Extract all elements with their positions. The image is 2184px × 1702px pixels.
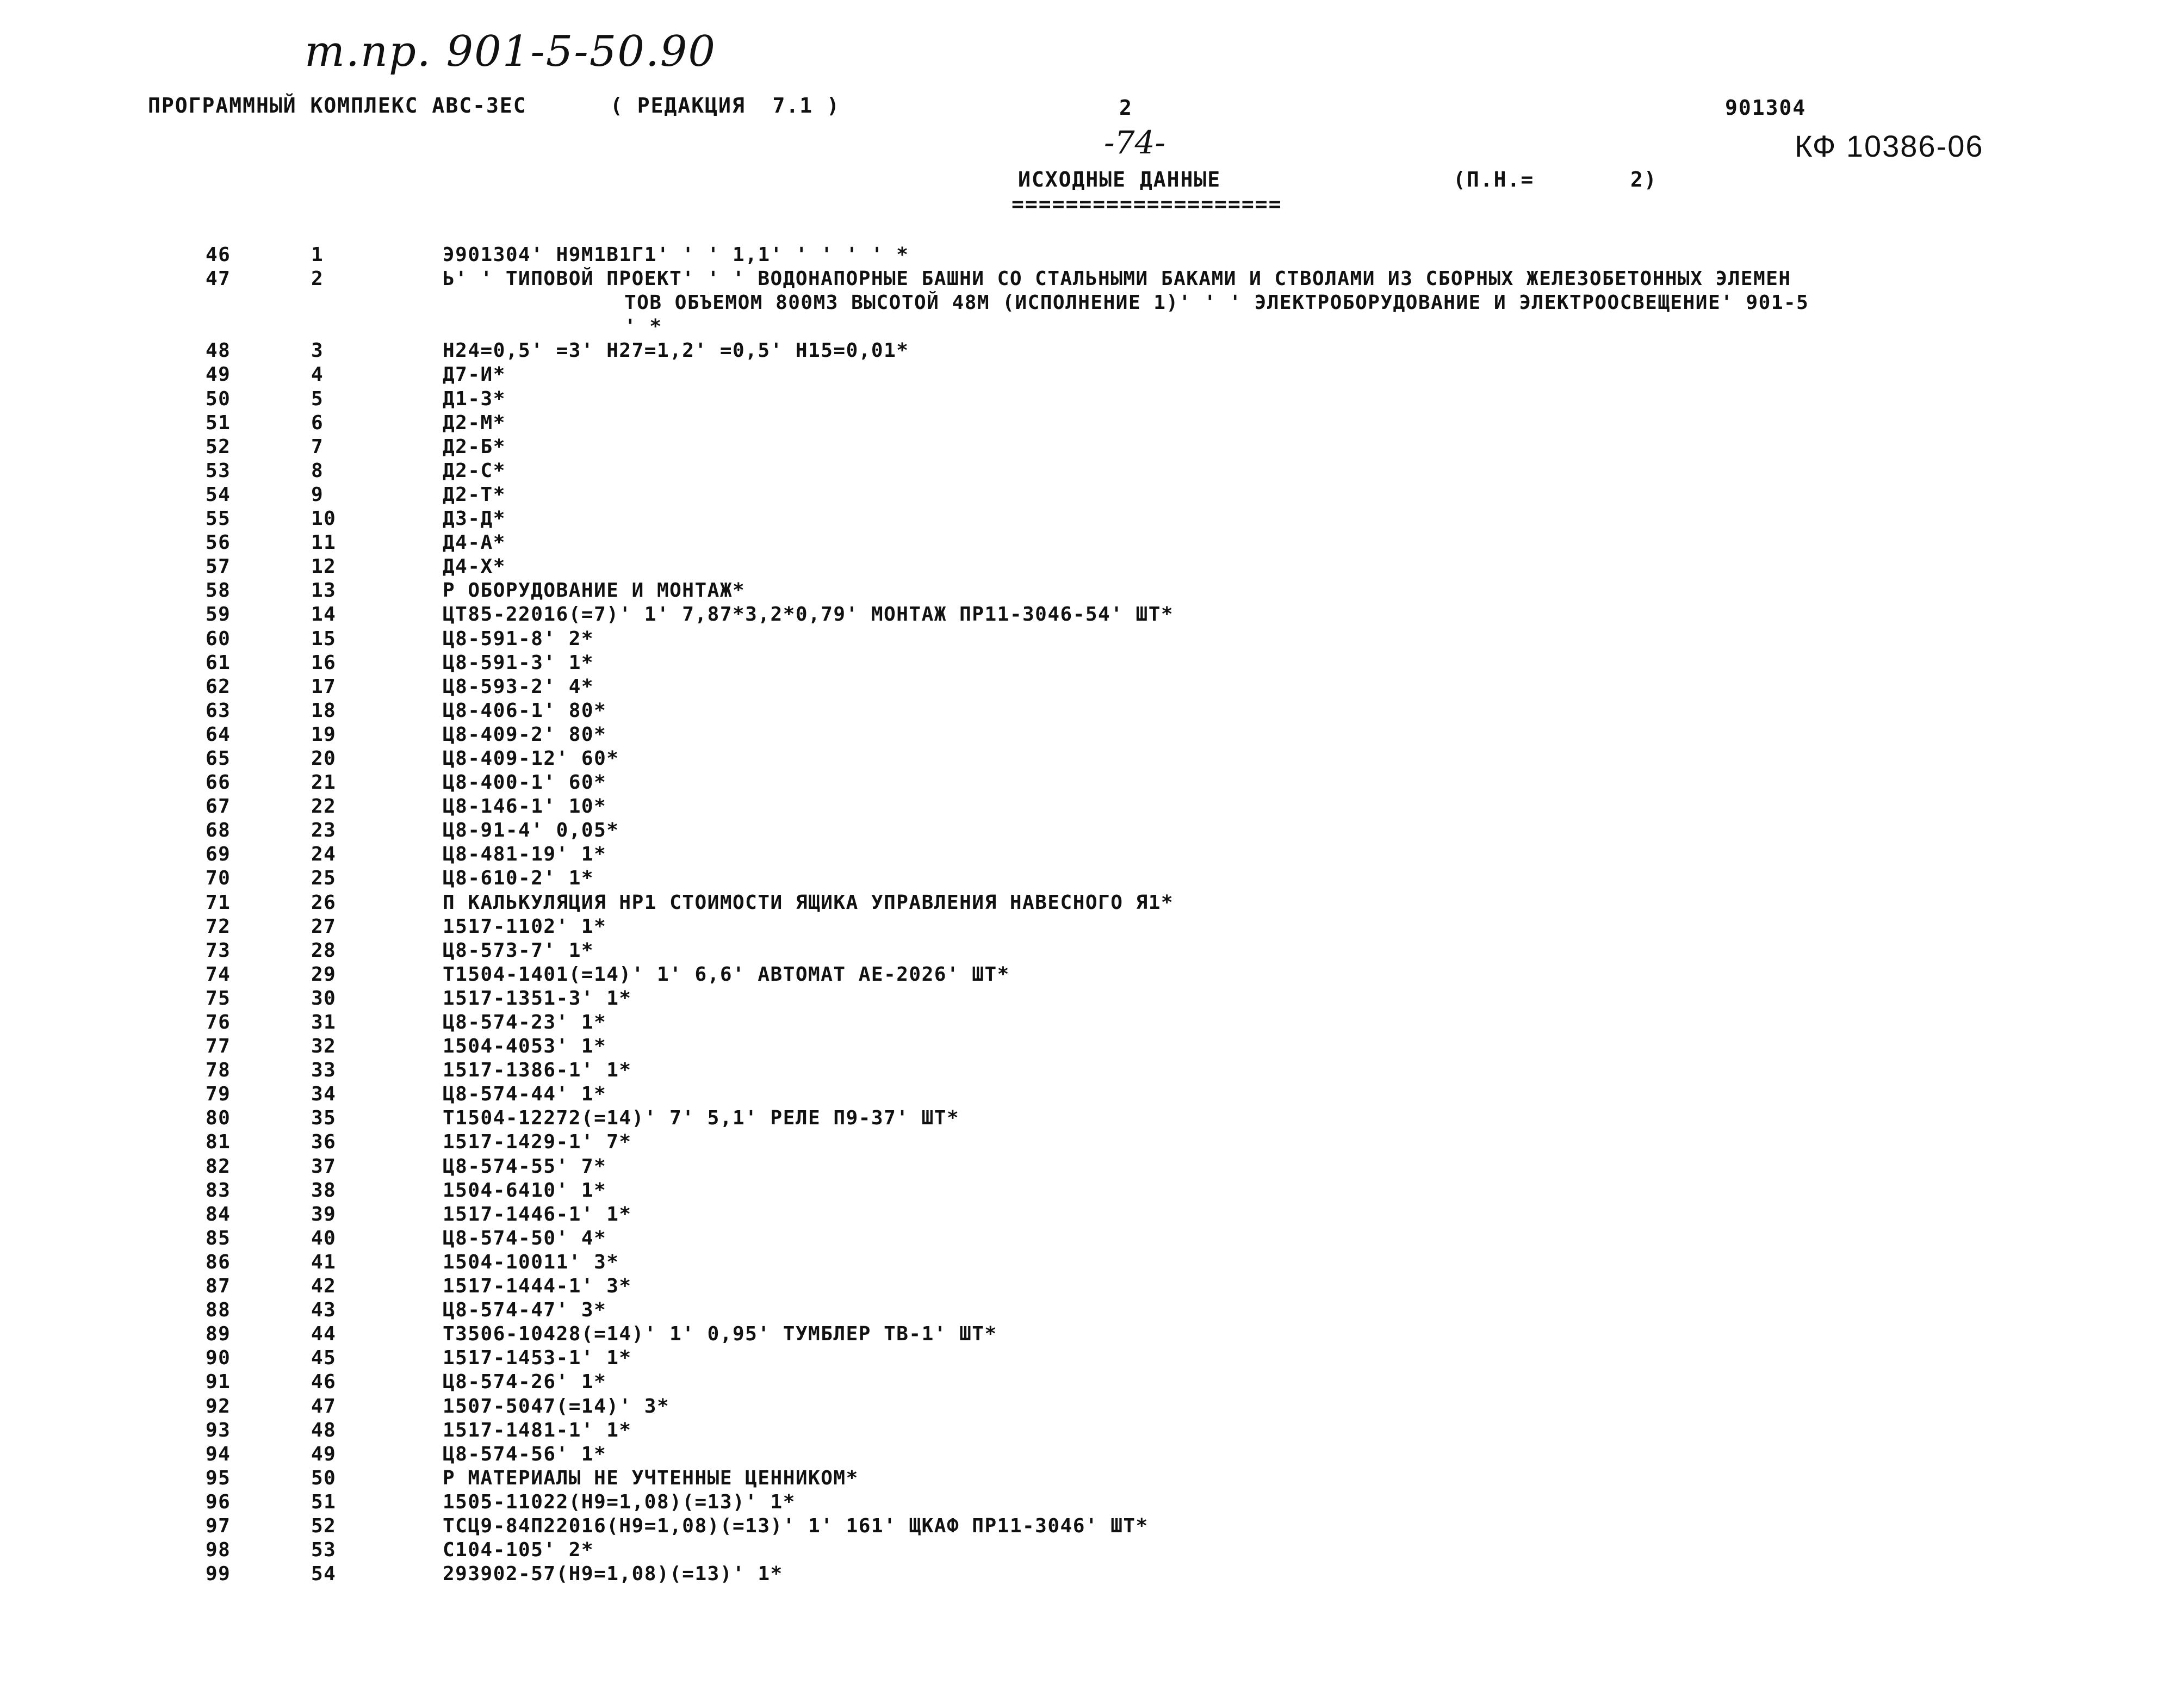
listing-row: [0, 603, 2184, 627]
listing-row: [0, 676, 2184, 700]
line-number: 59: [206, 603, 231, 626]
line-number: 58: [206, 579, 231, 602]
record-index: 51: [311, 1490, 337, 1513]
record-text: Ц8-573-7' 1*: [443, 939, 594, 962]
sheet-number: 2: [1119, 96, 1133, 120]
listing-row: [0, 363, 2184, 387]
record-index: 34: [311, 1083, 337, 1106]
listing-row: [0, 268, 2184, 292]
line-number: 48: [206, 339, 231, 362]
listing-row: [0, 339, 2184, 363]
record-text: 1517-1386-1' 1*: [443, 1059, 632, 1082]
record-text: Ц8-409-2' 80*: [443, 723, 607, 746]
record-index: 20: [311, 747, 337, 770]
listing-row: [0, 315, 2184, 339]
line-number: 94: [206, 1443, 231, 1465]
line-number: 57: [206, 555, 231, 578]
record-text: 1504-6410' 1*: [443, 1179, 607, 1202]
record-text: Ц8-481-19' 1*: [443, 843, 607, 866]
record-text: Д2-С*: [443, 459, 506, 482]
line-number: 74: [206, 963, 231, 986]
record-index: 10: [311, 507, 337, 530]
line-number: 53: [206, 459, 231, 482]
record-index: 44: [311, 1323, 337, 1346]
line-number: 71: [206, 891, 231, 914]
listing-row: [0, 1515, 2184, 1539]
record-text: 1505-11022(Н9=1,08)(=13)' 1*: [443, 1490, 796, 1513]
listing-row: [0, 388, 2184, 412]
listing-row: [0, 460, 2184, 484]
line-number: 67: [206, 795, 231, 818]
record-text: Ц8-593-2' 4*: [443, 675, 594, 698]
record-index: 42: [311, 1275, 337, 1298]
handwritten-project-code: т.пр. 901-5-50.90: [305, 27, 717, 76]
record-index: 31: [311, 1011, 337, 1033]
record-index: 13: [311, 579, 337, 602]
line-number: 46: [206, 244, 231, 266]
line-number: 92: [206, 1395, 231, 1418]
record-text: Н24=0,5' =3' Н27=1,2' =0,5' Н15=0,01*: [443, 339, 909, 362]
line-number: 55: [206, 507, 231, 530]
line-number: 82: [206, 1155, 231, 1178]
listing-row: [0, 507, 2184, 531]
record-index: 30: [311, 987, 337, 1010]
record-text: Д4-Х*: [443, 555, 506, 578]
record-text: Д4-А*: [443, 531, 506, 554]
line-number: 64: [206, 723, 231, 746]
listing-row: [0, 1251, 2184, 1275]
listing-row: [0, 1563, 2184, 1587]
listing-row: [0, 819, 2184, 843]
line-number: 80: [206, 1107, 231, 1130]
listing-row: [0, 1083, 2184, 1107]
listing-row: [0, 747, 2184, 771]
record-index: 16: [311, 651, 337, 674]
record-index: 1: [311, 244, 324, 266]
listing-row: [0, 700, 2184, 723]
line-number: 88: [206, 1299, 231, 1322]
listing-row: [0, 1347, 2184, 1371]
line-number: 51: [206, 411, 231, 434]
record-text: 1517-1102' 1*: [443, 915, 607, 938]
record-index: 41: [311, 1251, 337, 1273]
listing-row: [0, 1155, 2184, 1179]
data-listing: [0, 244, 2184, 1587]
listing-row: [0, 1227, 2184, 1251]
listing-row: [0, 1395, 2184, 1419]
record-index: 45: [311, 1347, 337, 1370]
record-text: Д2-Т*: [443, 483, 506, 506]
record-text: 1504-4053' 1*: [443, 1035, 607, 1058]
listing-row: [0, 484, 2184, 507]
line-number: 47: [206, 268, 231, 290]
line-number: 77: [206, 1035, 231, 1058]
line-number: 89: [206, 1323, 231, 1346]
record-index: 15: [311, 627, 337, 650]
listing-row: [0, 915, 2184, 939]
record-index: 49: [311, 1443, 337, 1465]
listing-row: [0, 436, 2184, 460]
line-number: 86: [206, 1251, 231, 1273]
record-index: 24: [311, 843, 337, 866]
record-index: 11: [311, 531, 337, 554]
record-index: 18: [311, 699, 337, 722]
record-text: Р МАТЕРИАЛЫ НЕ УЧТЕННЫЕ ЦЕННИКОМ*: [443, 1466, 859, 1489]
line-number: 76: [206, 1011, 231, 1033]
record-index: 37: [311, 1155, 337, 1178]
record-index: 21: [311, 771, 337, 794]
listing-row: [0, 1491, 2184, 1515]
line-number: 79: [206, 1083, 231, 1106]
record-text: 1517-1481-1' 1*: [443, 1419, 632, 1441]
record-index: 14: [311, 603, 337, 626]
record-text: 1517-1429-1' 7*: [443, 1131, 632, 1154]
record-text: Ц8-400-1' 60*: [443, 771, 607, 794]
line-number: 99: [206, 1563, 231, 1586]
record-text: Д1-З*: [443, 387, 506, 410]
record-text: ЦТ85-22016(=7)' 1' 7,87*3,2*0,79' МОНТАЖ ПР11-3046-54' ШТ*: [443, 603, 1174, 626]
listing-row: [0, 555, 2184, 579]
record-text: Ц8-574-55' 7*: [443, 1155, 607, 1178]
record-text: ТСЦ9-84П22016(Н9=1,08)(=13)' 1' 161' ЩКАФ ПР11-3046' ШТ*: [443, 1514, 1149, 1537]
record-text: Ц8-574-26' 1*: [443, 1371, 607, 1394]
listing-row: [0, 771, 2184, 795]
page-title: ИСХОДНЫЕ ДАННЫЕ: [1018, 168, 1221, 191]
record-text: Э901304' Н9М1В1Г1' ' ' 1,1' ' ' ' ' *: [443, 244, 909, 266]
listing-row: [0, 795, 2184, 819]
record-text: Ц8-591-3' 1*: [443, 651, 594, 674]
record-text: 1517-1446-1' 1*: [443, 1203, 632, 1226]
title-underline: ====================: [1012, 192, 1282, 216]
line-number: 63: [206, 699, 231, 722]
listing-row: [0, 987, 2184, 1011]
record-index: 5: [311, 387, 324, 410]
listing-row: [0, 1299, 2184, 1323]
record-text: Ц8-91-4' 0,05*: [443, 819, 619, 842]
line-number: 52: [206, 435, 231, 458]
listing-row: [0, 1179, 2184, 1203]
record-index: 29: [311, 963, 337, 986]
line-number: 73: [206, 939, 231, 962]
line-number: 68: [206, 819, 231, 842]
line-number: 50: [206, 387, 231, 410]
record-text: Ц8-406-1' 80*: [443, 699, 607, 722]
line-number: 61: [206, 651, 231, 674]
line-number: 78: [206, 1059, 231, 1082]
record-index: 33: [311, 1059, 337, 1082]
line-number: 93: [206, 1419, 231, 1441]
line-number: 84: [206, 1203, 231, 1226]
line-number: 56: [206, 531, 231, 554]
record-text: ТОВ ОБЪЕМОМ 800М3 ВЫСОТОЙ 48М (ИСПОЛНЕНИЕ 1)' ' ' ЭЛЕКТРОБОРУДОВАНИЕ И ЭЛЕКТРООСВЕЩЕНИЕ' 901-5: [624, 292, 1809, 314]
record-index: 48: [311, 1419, 337, 1441]
record-index: 22: [311, 795, 337, 818]
record-index: 46: [311, 1371, 337, 1394]
record-index: 9: [311, 483, 324, 506]
listing-row: [0, 1131, 2184, 1155]
line-number: 54: [206, 483, 231, 506]
record-text: ' *: [624, 315, 662, 338]
listing-row: [0, 579, 2184, 603]
record-text: 1504-10011' 3*: [443, 1251, 619, 1273]
line-number: 91: [206, 1371, 231, 1394]
record-text: Д3-Д*: [443, 507, 506, 530]
record-text: Ь' ' ТИПОВОЙ ПРОЕКТ' ' ' ВОДОНАПОРНЫЕ БАШНИ СО СТАЛЬНЫМИ БАКАМИ И СТВОЛАМИ ИЗ СБОРНЫХ ЖЕЛЕЗОБЕТОННЫХ ЭЛЕМЕН: [443, 268, 1791, 290]
record-text: С104-105' 2*: [443, 1539, 594, 1562]
line-number: 66: [206, 771, 231, 794]
line-number: 95: [206, 1466, 231, 1489]
record-index: 3: [311, 339, 324, 362]
line-number: 49: [206, 363, 231, 386]
listing-row: [0, 867, 2184, 891]
record-index: 32: [311, 1035, 337, 1058]
record-text: Т3506-10428(=14)' 1' 0,95' ТУМБЛЕР ТВ-1' ШТ*: [443, 1323, 997, 1346]
listing-row: [0, 1107, 2184, 1131]
handwritten-page-number: -74-: [1104, 124, 1165, 161]
listing-row: [0, 1059, 2184, 1083]
record-index: 19: [311, 723, 337, 746]
line-number: 60: [206, 627, 231, 650]
record-index: 4: [311, 363, 324, 386]
record-index: 36: [311, 1131, 337, 1154]
listing-row: [0, 244, 2184, 268]
listing-row: [0, 843, 2184, 867]
record-index: 8: [311, 459, 324, 482]
record-index: 38: [311, 1179, 337, 1202]
listing-row: [0, 1035, 2184, 1059]
listing-row: [0, 1323, 2184, 1347]
edition-label: ( РЕДАКЦИЯ 7.1 ): [610, 94, 840, 117]
line-number: 69: [206, 843, 231, 866]
line-number: 87: [206, 1275, 231, 1298]
listing-row: [0, 723, 2184, 747]
record-index: 25: [311, 867, 337, 890]
record-text: 1517-1444-1' 3*: [443, 1275, 632, 1298]
listing-row: [0, 1275, 2184, 1299]
record-index: 54: [311, 1563, 337, 1586]
listing-row: [0, 939, 2184, 963]
record-index: 35: [311, 1107, 337, 1130]
record-text: 1517-1453-1' 1*: [443, 1347, 632, 1370]
line-number: 98: [206, 1539, 231, 1562]
record-index: 39: [311, 1203, 337, 1226]
listing-row: [0, 963, 2184, 987]
listing-row: [0, 892, 2184, 915]
document-code: 901304: [1725, 96, 1807, 120]
record-index: 26: [311, 891, 337, 914]
record-text: Д7-И*: [443, 363, 506, 386]
pn-value: 2): [1630, 168, 1658, 191]
record-text: Ц8-574-44' 1*: [443, 1083, 607, 1106]
kf-stamp-code: КФ 10386-06: [1795, 129, 1984, 163]
line-number: 83: [206, 1179, 231, 1202]
line-number: 75: [206, 987, 231, 1010]
listing-row: [0, 1539, 2184, 1563]
line-number: 85: [206, 1227, 231, 1249]
record-text: Т1504-1401(=14)' 1' 6,6' АВТОМАТ АЕ-2026' ШТ*: [443, 963, 1010, 986]
record-text: Д2-М*: [443, 411, 506, 434]
record-index: 28: [311, 939, 337, 962]
record-text: Ц8-610-2' 1*: [443, 867, 594, 890]
record-text: Ц8-574-47' 3*: [443, 1299, 607, 1322]
listing-row: [0, 652, 2184, 676]
record-text: Ц8-409-12' 60*: [443, 747, 619, 770]
listing-row: [0, 1011, 2184, 1035]
record-text: Ц8-591-8' 2*: [443, 627, 594, 650]
record-index: 17: [311, 675, 337, 698]
record-index: 2: [311, 268, 324, 290]
record-index: 53: [311, 1539, 337, 1562]
listing-row: [0, 628, 2184, 652]
listing-row: [0, 412, 2184, 436]
line-number: 62: [206, 675, 231, 698]
listing-row: [0, 1467, 2184, 1491]
record-index: 6: [311, 411, 324, 434]
record-index: 52: [311, 1514, 337, 1537]
record-text: Ц8-574-56' 1*: [443, 1443, 607, 1465]
listing-row: [0, 292, 2184, 315]
line-number: 96: [206, 1490, 231, 1513]
record-index: 27: [311, 915, 337, 938]
record-text: Р ОБОРУДОВАНИЕ И МОНТАЖ*: [443, 579, 746, 602]
record-text: Ц8-574-50' 4*: [443, 1227, 607, 1249]
record-text: П КАЛЬКУЛЯЦИЯ НР1 СТОИМОСТИ ЯЩИКА УПРАВЛЕНИЯ НАВЕСНОГО Я1*: [443, 891, 1174, 914]
record-text: 293902-57(Н9=1,08)(=13)' 1*: [443, 1563, 783, 1586]
listing-row: [0, 1371, 2184, 1395]
line-number: 65: [206, 747, 231, 770]
line-number: 70: [206, 867, 231, 890]
record-text: Т1504-12272(=14)' 7' 5,1' РЕЛЕ П9-37' ШТ*: [443, 1107, 960, 1130]
record-index: 40: [311, 1227, 337, 1249]
record-text: 1517-1351-3' 1*: [443, 987, 632, 1010]
pn-label: (П.Н.=: [1453, 168, 1535, 191]
listing-row: [0, 1203, 2184, 1227]
line-number: 81: [206, 1131, 231, 1154]
record-index: 47: [311, 1395, 337, 1418]
record-index: 7: [311, 435, 324, 458]
record-text: Ц8-146-1' 10*: [443, 795, 607, 818]
program-name: ПРОГРАММНЫЙ КОМПЛЕКС АВС-3ЕС: [148, 94, 527, 117]
record-index: 12: [311, 555, 337, 578]
line-number: 72: [206, 915, 231, 938]
record-text: Д2-Б*: [443, 435, 506, 458]
record-index: 23: [311, 819, 337, 842]
record-text: Ц8-574-23' 1*: [443, 1011, 607, 1033]
line-number: 90: [206, 1347, 231, 1370]
record-text: 1507-5047(=14)' 3*: [443, 1395, 670, 1418]
listing-row: [0, 531, 2184, 555]
record-index: 43: [311, 1299, 337, 1322]
listing-row: [0, 1419, 2184, 1443]
line-number: 97: [206, 1514, 231, 1537]
listing-row: [0, 1443, 2184, 1467]
record-index: 50: [311, 1466, 337, 1489]
